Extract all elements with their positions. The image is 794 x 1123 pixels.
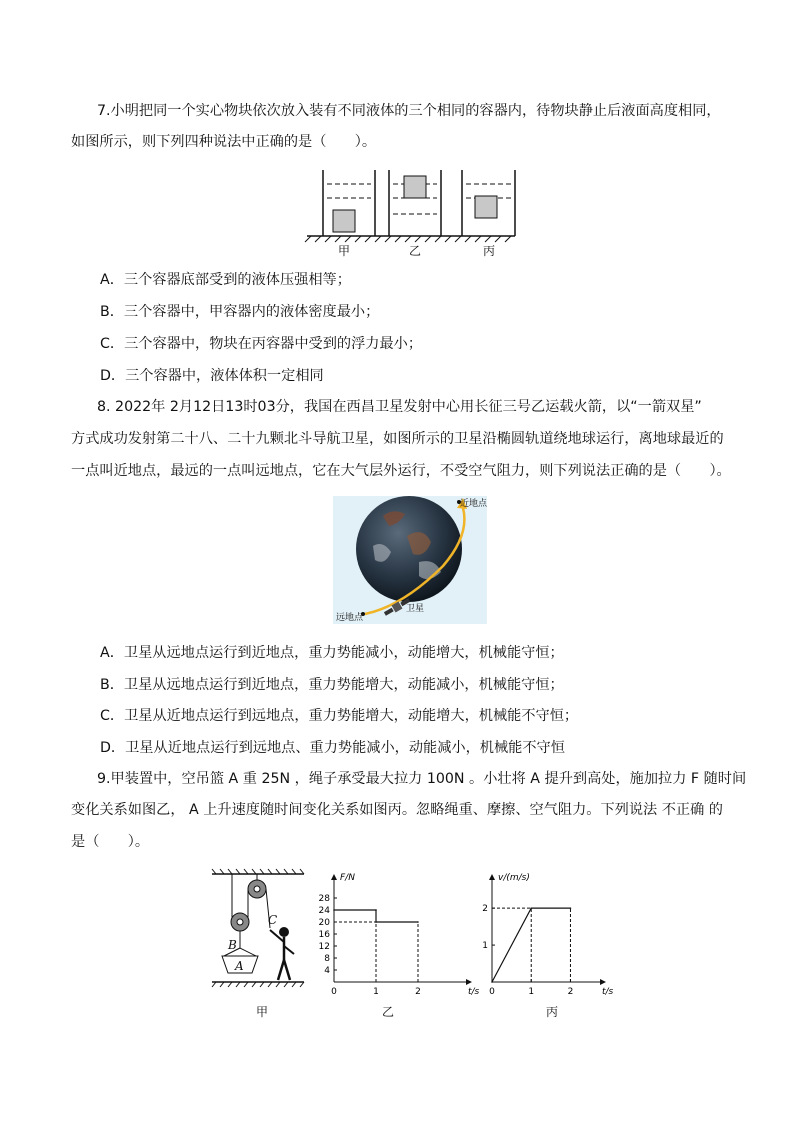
q8-option-c: C．卫星从近地点运行到远地点，重力势能增大，动能增大，机械能不守恒； [100,708,579,724]
x-tick-label: 1 [528,987,535,997]
data-point [375,921,377,923]
x-tick-label: 2 [415,987,421,997]
q8-option-d: D．卫星从近地点运行到远地点、重力势能减小，动能减小，机械能不守恒 [100,740,565,756]
y-tick-label: 28 [318,894,330,904]
y-tick-label: 4 [324,966,330,976]
label-a: A [235,959,244,973]
data-point [530,907,532,909]
force-time-chart [312,870,480,1002]
data-point [491,981,493,983]
label-c: C [268,913,278,927]
x-tick-label: 0 [489,987,495,997]
y-axis-label: F/N [340,873,355,883]
y-tick-label: 8 [324,954,330,964]
y-tick-label: 12 [318,942,330,952]
label-b: B [228,938,237,952]
q8-stem-line3: 一点叫近地点，最远的一点叫远地点，它在大气层外运行，不受空气阻力，则下列说法正确的是（ ）。 [71,463,731,479]
x-axis-arrow [466,979,472,985]
y-axis-arrow [331,874,337,880]
q7-stem-line1: 7.小明把同一个实心物块依次放入装有不同液体的三个相同的容器内，待物块静止后液面高度相同， [97,103,721,119]
y-axis-label: v/(m/s) [498,873,530,883]
q7-option-a: A．三个容器底部受到的液体压强相等； [100,272,351,288]
satellite-label: 卫星 [406,604,425,614]
q9-pulley-figure [210,868,306,996]
q7-label-bing: 丙 [483,244,496,258]
q7-option-b: B．三个容器中，甲容器内的液体密度最小； [100,304,380,320]
q9-stem-line2: 变化关系如图乙， A 上升速度随时间变化关系如图丙。忽略绳重、摩擦、空气阻力。下列说法 不正确 的 [71,802,723,818]
apogee-label: 远地点 [336,613,364,623]
y-tick-label: 24 [318,906,330,916]
q7-label-jia: 甲 [338,244,351,258]
data-point [333,909,335,911]
y-tick-label: 1 [482,941,488,952]
x-axis-label: t/s [468,987,480,997]
container-yi [389,170,441,236]
data-point [417,921,419,923]
q8-option-b: B．卫星从远地点运行到近地点，重力势能增大，动能减小，机械能守恒； [100,677,564,693]
y-axis-arrow [489,874,495,880]
q9-stem-line3: 是（ ）。 [71,834,150,850]
q7-label-yi: 乙 [409,244,422,258]
earth-image [356,496,462,602]
q9-label-yi: 乙 [382,1005,395,1019]
q9-label-jia: 甲 [256,1005,269,1019]
velocity-time-chart [474,870,614,1002]
q8-option-a: A．卫星从远地点运行到近地点，重力势能减小，动能增大，机械能守恒； [100,645,564,661]
q9-label-bing: 丙 [546,1005,559,1019]
q8-stem-line2: 方式成功发射第二十八、二十九颗北斗导航卫星，如图所示的卫星沿椭圆轨道绕地球运行，离地球最近的 [71,431,724,447]
series-line [334,910,418,922]
y-tick-label: 2 [482,904,488,915]
y-tick-label: 16 [318,930,330,940]
x-tick-label: 1 [373,987,379,997]
q7-option-d: D．三个容器中，液体体积一定相同 [100,368,324,384]
q7-option-c: C．三个容器中，物块在丙容器中受到的浮力最小； [100,336,423,352]
container-bing [462,170,515,236]
perigee-label: 近地点 [460,499,488,509]
x-tick-label: 0 [331,987,337,997]
x-axis-label: t/s [602,987,614,997]
q7-stem-line2: 如图所示，则下列四种说法中正确的是（ ）。 [71,134,377,150]
x-tick-label: 2 [567,987,574,997]
q8-stem-line1: 8. 2022年 2月12日13时03分，我国在西昌卫星发射中心用长征三号乙运载火箭，以“一箭双星” [97,399,702,415]
data-point [570,907,572,909]
y-tick-label: 20 [318,918,330,928]
container-jia [323,170,375,236]
x-axis-arrow [600,979,606,985]
data-point [375,909,377,911]
q9-stem-line1: 9.甲装置中，空吊篮 A 重 25N ，绳子承受最大拉力 100N 。小壮将 A 提升到高处，施加拉力 F 随时间 [97,771,747,787]
